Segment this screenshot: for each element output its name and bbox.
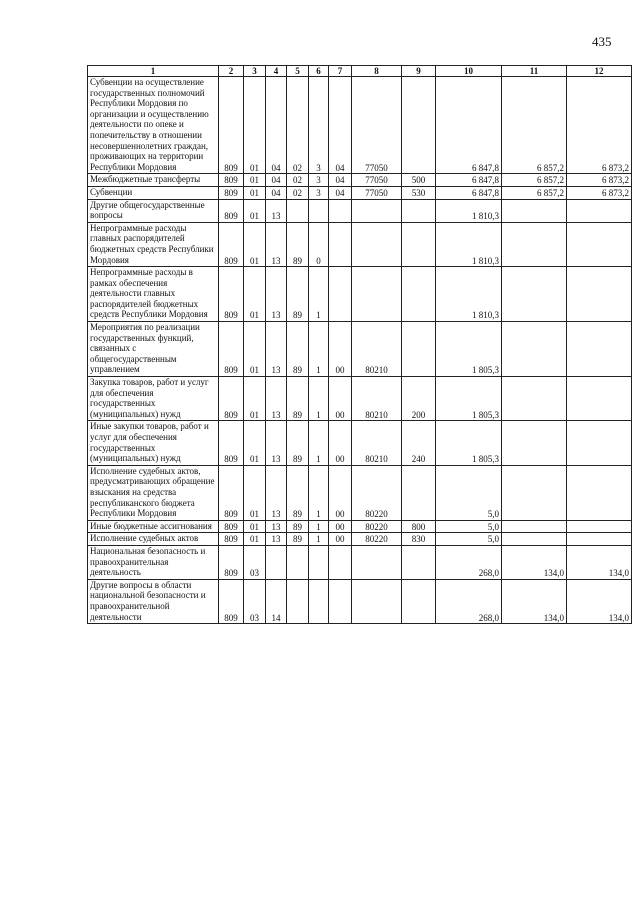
table-row [88, 533, 632, 546]
section-code: 01 [244, 322, 266, 377]
row-name: Мероприятия по реализации государственных функций, связанных с общегосударственным управлением [88, 322, 219, 377]
expense-type-code: 800 [402, 520, 436, 533]
section-code: 01 [244, 174, 266, 187]
chapter-code: 809 [219, 465, 244, 520]
direction-code: 00 [329, 421, 352, 465]
table-row [88, 222, 632, 266]
subsection-code: 13 [266, 465, 287, 520]
expense-type-code: 200 [402, 377, 436, 421]
subsection-code: 13 [266, 421, 287, 465]
chapter-code: 809 [219, 222, 244, 266]
amount-year-3 [567, 199, 632, 222]
direction-code [329, 267, 352, 322]
amount-year-3: 134,0 [567, 579, 632, 623]
amount-year-3 [567, 465, 632, 520]
expense-type-code [402, 579, 436, 623]
chapter-code: 809 [219, 267, 244, 322]
row-name: Иные бюджетные ассигнования [88, 520, 219, 533]
subsection-code: 13 [266, 222, 287, 266]
amount-year-2: 134,0 [502, 545, 567, 579]
direction-code [329, 222, 352, 266]
row-name: Иные закупки товаров, работ и услуг для обеспечения государственных (муниципальных) нужд [88, 421, 219, 465]
direction-code: 00 [329, 322, 352, 377]
header-cell: 12 [567, 66, 632, 77]
expense-type-code [402, 222, 436, 266]
subsection-code: 04 [266, 186, 287, 199]
amount-year-3: 6 873,2 [567, 77, 632, 174]
subprogram-code [309, 579, 329, 623]
page-number: 435 [592, 34, 612, 49]
subsection-code [266, 545, 287, 579]
amount-year-2 [502, 520, 567, 533]
amount-year-1: 6 847,8 [436, 186, 502, 199]
subsection-code: 14 [266, 579, 287, 623]
expense-code: 80220 [352, 465, 402, 520]
expense-code [352, 267, 402, 322]
program-code: 02 [287, 174, 309, 187]
amount-year-3 [567, 533, 632, 546]
section-code: 01 [244, 222, 266, 266]
program-code [287, 199, 309, 222]
row-name: Исполнение судебных актов, предусматривающих обращение взыскания на средства республиканского бюджета Республики Мордовия [88, 465, 219, 520]
program-code: 02 [287, 186, 309, 199]
row-name: Межбюджетные трансферты [88, 174, 219, 187]
program-code: 89 [287, 222, 309, 266]
expense-type-code [402, 545, 436, 579]
amount-year-1: 268,0 [436, 579, 502, 623]
direction-code: 00 [329, 377, 352, 421]
expense-code: 80220 [352, 520, 402, 533]
chapter-code: 809 [219, 199, 244, 222]
row-name: Субвенции на осуществление государственных полномочий Республики Мордовия по организации и осуществлению деятельности по опеке и попечительству в отношении несовершеннолетних граждан, проживающих на территории Республики Мордовия [88, 77, 219, 174]
direction-code: 04 [329, 186, 352, 199]
amount-year-2: 6 857,2 [502, 77, 567, 174]
expense-type-code [402, 199, 436, 222]
table-row [88, 545, 632, 579]
chapter-code: 809 [219, 77, 244, 174]
amount-year-2: 6 857,2 [502, 174, 567, 187]
table-row [88, 520, 632, 533]
row-name: Непрограммные расходы главных распорядителей бюджетных средств Республики Мордовия [88, 222, 219, 266]
amount-year-2 [502, 533, 567, 546]
row-name: Исполнение судебных актов [88, 533, 219, 546]
chapter-code: 809 [219, 533, 244, 546]
table-row [88, 199, 632, 222]
expense-type-code: 830 [402, 533, 436, 546]
row-name: Другие вопросы в области национальной безопасности и правоохранительной деятельности [88, 579, 219, 623]
expense-code: 77050 [352, 174, 402, 187]
header-cell: 8 [352, 66, 402, 77]
amount-year-1: 1 810,3 [436, 267, 502, 322]
direction-code [329, 545, 352, 579]
amount-year-1: 268,0 [436, 545, 502, 579]
amount-year-1: 1 805,3 [436, 421, 502, 465]
section-code: 01 [244, 421, 266, 465]
amount-year-1: 1 810,3 [436, 222, 502, 266]
amount-year-2 [502, 421, 567, 465]
expense-code [352, 199, 402, 222]
table-row [88, 322, 632, 377]
header-cell: 9 [402, 66, 436, 77]
program-code: 89 [287, 465, 309, 520]
amount-year-1: 1 805,3 [436, 377, 502, 421]
table-row [88, 174, 632, 187]
direction-code [329, 579, 352, 623]
section-code: 01 [244, 533, 266, 546]
amount-year-2: 6 857,2 [502, 186, 567, 199]
chapter-code: 809 [219, 579, 244, 623]
direction-code: 04 [329, 174, 352, 187]
expense-code: 77050 [352, 186, 402, 199]
program-code: 89 [287, 377, 309, 421]
header-cell: 6 [309, 66, 329, 77]
row-name: Национальная безопасность и правоохранительная деятельность [88, 545, 219, 579]
direction-code: 04 [329, 77, 352, 174]
amount-year-3: 134,0 [567, 545, 632, 579]
chapter-code: 809 [219, 421, 244, 465]
expense-code: 77050 [352, 77, 402, 174]
amount-year-3 [567, 222, 632, 266]
table-row [88, 465, 632, 520]
header-cell: 2 [219, 66, 244, 77]
expense-code: 80210 [352, 421, 402, 465]
expense-type-code [402, 267, 436, 322]
chapter-code: 809 [219, 545, 244, 579]
amount-year-3 [567, 377, 632, 421]
amount-year-2 [502, 322, 567, 377]
subprogram-code: 1 [309, 520, 329, 533]
amount-year-2 [502, 465, 567, 520]
subprogram-code: 3 [309, 186, 329, 199]
section-code: 01 [244, 199, 266, 222]
amount-year-1: 1 805,3 [436, 322, 502, 377]
subprogram-code: 3 [309, 77, 329, 174]
amount-year-1: 1 810,3 [436, 199, 502, 222]
expense-type-code: 240 [402, 421, 436, 465]
subprogram-code: 1 [309, 465, 329, 520]
row-name: Закупка товаров, работ и услуг для обеспечения государственных (муниципальных) нужд [88, 377, 219, 421]
subprogram-code: 1 [309, 421, 329, 465]
subprogram-code: 1 [309, 267, 329, 322]
header-cell: 10 [436, 66, 502, 77]
amount-year-1: 5,0 [436, 533, 502, 546]
amount-year-3: 6 873,2 [567, 174, 632, 187]
program-code [287, 545, 309, 579]
header-cell: 4 [266, 66, 287, 77]
table-row [88, 579, 632, 623]
expense-code: 80210 [352, 322, 402, 377]
amount-year-1: 5,0 [436, 465, 502, 520]
amount-year-2 [502, 199, 567, 222]
header-cell: 11 [502, 66, 567, 77]
expense-code [352, 579, 402, 623]
subprogram-code: 0 [309, 222, 329, 266]
section-code: 01 [244, 520, 266, 533]
direction-code [329, 199, 352, 222]
table-body [88, 77, 632, 624]
row-name: Субвенции [88, 186, 219, 199]
section-code: 01 [244, 186, 266, 199]
subprogram-code: 1 [309, 322, 329, 377]
section-code: 03 [244, 545, 266, 579]
amount-year-2: 134,0 [502, 579, 567, 623]
expense-type-code: 500 [402, 174, 436, 187]
direction-code: 00 [329, 465, 352, 520]
table-row [88, 77, 632, 174]
amount-year-2 [502, 222, 567, 266]
program-code: 89 [287, 533, 309, 546]
header-cell: 1 [88, 66, 219, 77]
amount-year-3 [567, 421, 632, 465]
section-code: 03 [244, 579, 266, 623]
amount-year-1: 6 847,8 [436, 77, 502, 174]
section-code: 01 [244, 377, 266, 421]
chapter-code: 809 [219, 322, 244, 377]
subsection-code: 13 [266, 377, 287, 421]
header-cell: 5 [287, 66, 309, 77]
subprogram-code [309, 545, 329, 579]
chapter-code: 809 [219, 186, 244, 199]
direction-code: 00 [329, 533, 352, 546]
program-code [287, 579, 309, 623]
table-row [88, 377, 632, 421]
subsection-code: 04 [266, 174, 287, 187]
subsection-code: 13 [266, 267, 287, 322]
subprogram-code [309, 199, 329, 222]
chapter-code: 809 [219, 174, 244, 187]
amount-year-1: 6 847,8 [436, 174, 502, 187]
section-code: 01 [244, 465, 266, 520]
header-row [88, 66, 632, 77]
subprogram-code: 1 [309, 533, 329, 546]
expense-type-code [402, 322, 436, 377]
chapter-code: 809 [219, 377, 244, 421]
chapter-code: 809 [219, 520, 244, 533]
section-code: 01 [244, 77, 266, 174]
amount-year-2 [502, 267, 567, 322]
row-name: Непрограммные расходы в рамках обеспечения деятельности главных распорядителей бюджетных средств Республики Мордовия [88, 267, 219, 322]
subprogram-code: 1 [309, 377, 329, 421]
subsection-code: 13 [266, 322, 287, 377]
amount-year-3 [567, 520, 632, 533]
amount-year-3 [567, 267, 632, 322]
amount-year-1: 5,0 [436, 520, 502, 533]
header-cell: 7 [329, 66, 352, 77]
expense-code: 80210 [352, 377, 402, 421]
subsection-code: 04 [266, 77, 287, 174]
table-row [88, 186, 632, 199]
amount-year-3: 6 873,2 [567, 186, 632, 199]
header-cell: 3 [244, 66, 266, 77]
expense-type-code: 530 [402, 186, 436, 199]
program-code: 89 [287, 322, 309, 377]
section-code: 01 [244, 267, 266, 322]
expense-code [352, 222, 402, 266]
program-code: 89 [287, 520, 309, 533]
expense-code: 80220 [352, 533, 402, 546]
budget-table [87, 65, 632, 624]
amount-year-2 [502, 377, 567, 421]
subsection-code: 13 [266, 199, 287, 222]
expense-type-code [402, 77, 436, 174]
program-code: 89 [287, 421, 309, 465]
expense-code [352, 545, 402, 579]
subsection-code: 13 [266, 533, 287, 546]
program-code: 89 [287, 267, 309, 322]
program-code: 02 [287, 77, 309, 174]
amount-year-3 [567, 322, 632, 377]
row-name: Другие общегосударственные вопросы [88, 199, 219, 222]
subprogram-code: 3 [309, 174, 329, 187]
table-row [88, 421, 632, 465]
subsection-code: 13 [266, 520, 287, 533]
table-row [88, 267, 632, 322]
direction-code: 00 [329, 520, 352, 533]
expense-type-code [402, 465, 436, 520]
